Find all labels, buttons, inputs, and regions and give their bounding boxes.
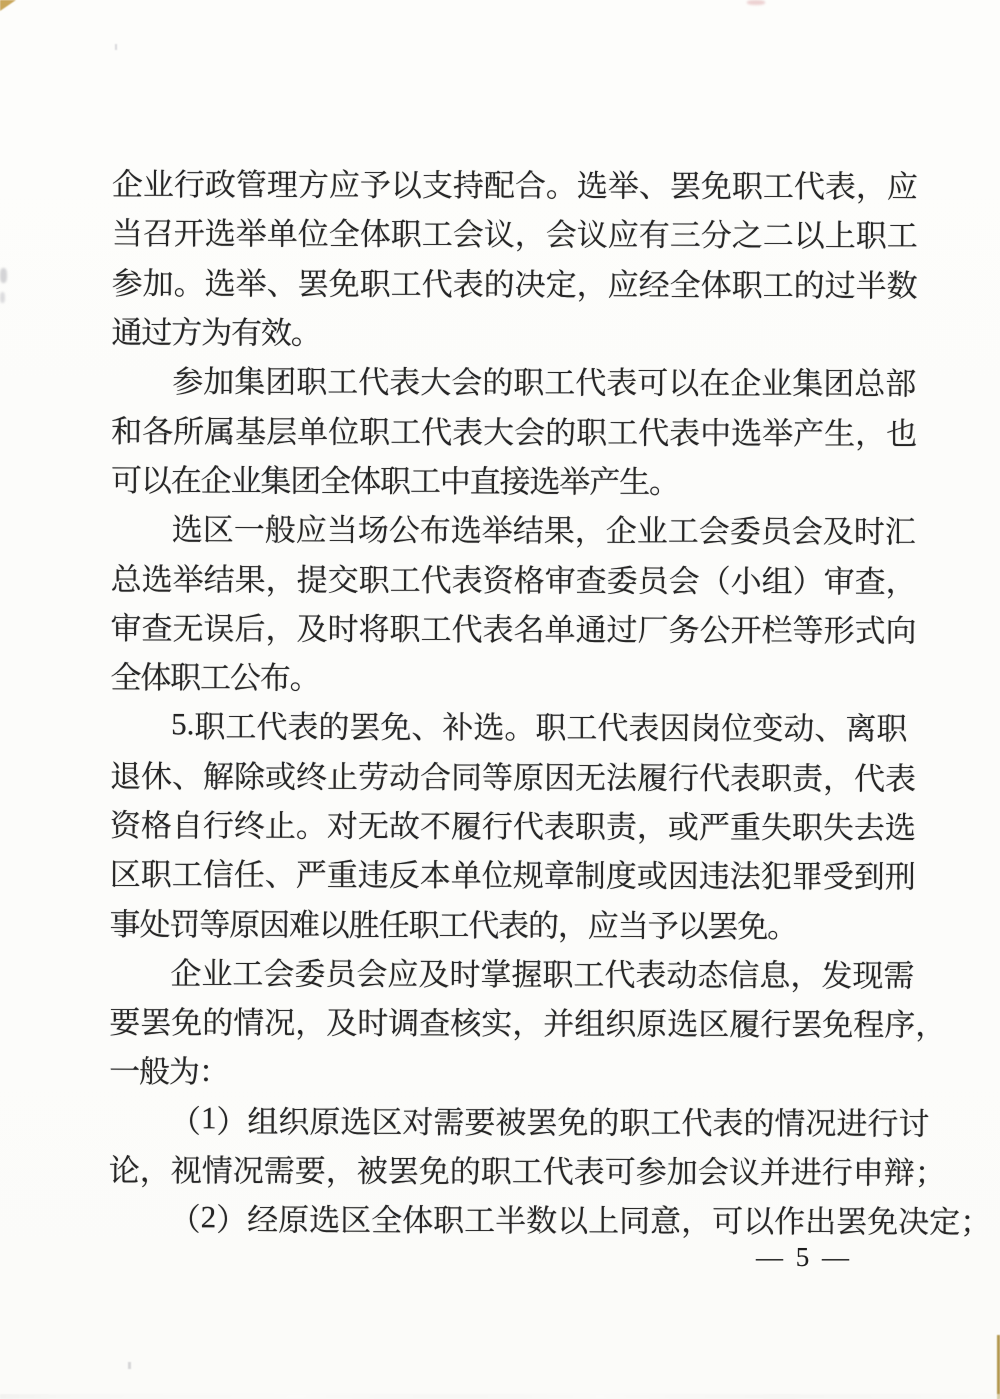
text-line: 可 以 在 企 业 集 团 全 体 职 工 中 直 接 选 举 产 生 。 xyxy=(110,462,681,500)
text-line: 资 格 自 行 终 止 。 对 无 故 不 履 行 代 表 职 责 ， 或 严 重 失 职 失 去 选 xyxy=(109,807,916,846)
text-line: 一 般 为 ： xyxy=(109,1054,230,1090)
text-line: 5 . 职 工 代 表 的 罢 免 、 补 选 。 职 工 代 表 因 岗 位 变 动 、 离 职 xyxy=(171,706,908,747)
text-line: 论 ， 视 情 况 需 要 ， 被 罢 免 的 职 工 代 表 可 参 加 会 议 并 进 行 申 辩 ； xyxy=(108,1153,946,1191)
text-line: 通 过 方 为 有 效 。 xyxy=(111,315,322,351)
text-line: 退 休 、 解 除 或 终 止 劳 动 合 同 等 原 因 无 法 履 行 代 表 职 责 ， 代 表 xyxy=(109,758,917,797)
text-line: 审 查 无 误 后 ， 及 时 将 职 工 代 表 名 单 通 过 厂 务 公 开 栏 等 形 式 向 xyxy=(110,610,917,649)
text-line: 和 各 所 属 基 层 单 位 职 工 代 表 大 会 的 职 工 代 表 中 选 举 产 生 ， 也 xyxy=(111,413,918,452)
scan-artifact-speck xyxy=(115,44,117,50)
text-line: 要 罢 免 的 情 况 ， 及 时 调 查 核 实 ， 并 组 织 原 选 区 履 行 罢 免 程 序 ， xyxy=(109,1005,947,1043)
text-line: 企 业 工 会 委 员 会 应 及 时 掌 握 职 工 代 表 动 态 信 息 ， 发 现 需 xyxy=(170,956,915,994)
text-line: 企 业 行 政 管 理 方 应 予 以 支 持 配 合 。 选 举 、 罢 免 职 工 代 表 ， 应 xyxy=(111,167,918,205)
text-line: （ 1 ） 组 织 原 选 区 对 需 要 被 罢 免 的 职 工 代 表 的 情 况 进 行 讨 xyxy=(169,1100,930,1142)
scan-artifact-left-smudge xyxy=(0,292,5,303)
scan-artifact-left-smudge xyxy=(0,268,7,283)
text-line: 当 召 开 选 举 单 位 全 体 职 工 会 议 ， 会 议 应 有 三 分 之 二 以 上 职 工 xyxy=(111,216,918,254)
text-block xyxy=(108,157,992,1244)
text-line: 参 加 集 团 职 工 代 表 大 会 的 职 工 代 表 可 以 在 企 业 集 团 总 部 xyxy=(172,364,917,402)
scan-artifact-bottom-haze xyxy=(0,1394,1000,1399)
text-line: 全 体 职 工 公 布 。 xyxy=(110,660,321,696)
scan-artifact-corner xyxy=(0,0,16,11)
scan-artifact-speck xyxy=(128,1362,131,1369)
text-line: 事 处 罚 等 原 因 难 以 胜 任 职 工 代 表 的 ， 应 当 予 以 罢 免 。 xyxy=(109,906,799,944)
page-number: — 5 — xyxy=(756,1242,852,1272)
text-line: 参 加 。 选 举 、 罢 免 职 工 代 表 的 决 定 ， 应 经 全 体 职 工 的 过 半 数 xyxy=(111,265,918,304)
text-line: （ 2 ） 经 原 选 区 全 体 职 工 半 数 以 上 同 意 ， 可 以 作 出 罢 免 决 定 ； xyxy=(169,1199,992,1241)
text-line: 选 区 一 般 应 当 场 公 布 选 举 结 果 ， 企 业 工 会 委 员 会 及 时 汇 xyxy=(171,512,916,550)
scan-artifact-top-smudge xyxy=(747,0,765,5)
text-line: 区 职 工 信 任 、 严 重 违 反 本 单 位 规 章 制 度 或 因 违 法 犯 罪 受 到 刑 xyxy=(109,857,916,895)
text-line: 总 选 举 结 果 ， 提 交 职 工 代 表 资 格 审 查 委 员 会 （ 小 组 ） 审 查 ， xyxy=(110,561,917,600)
